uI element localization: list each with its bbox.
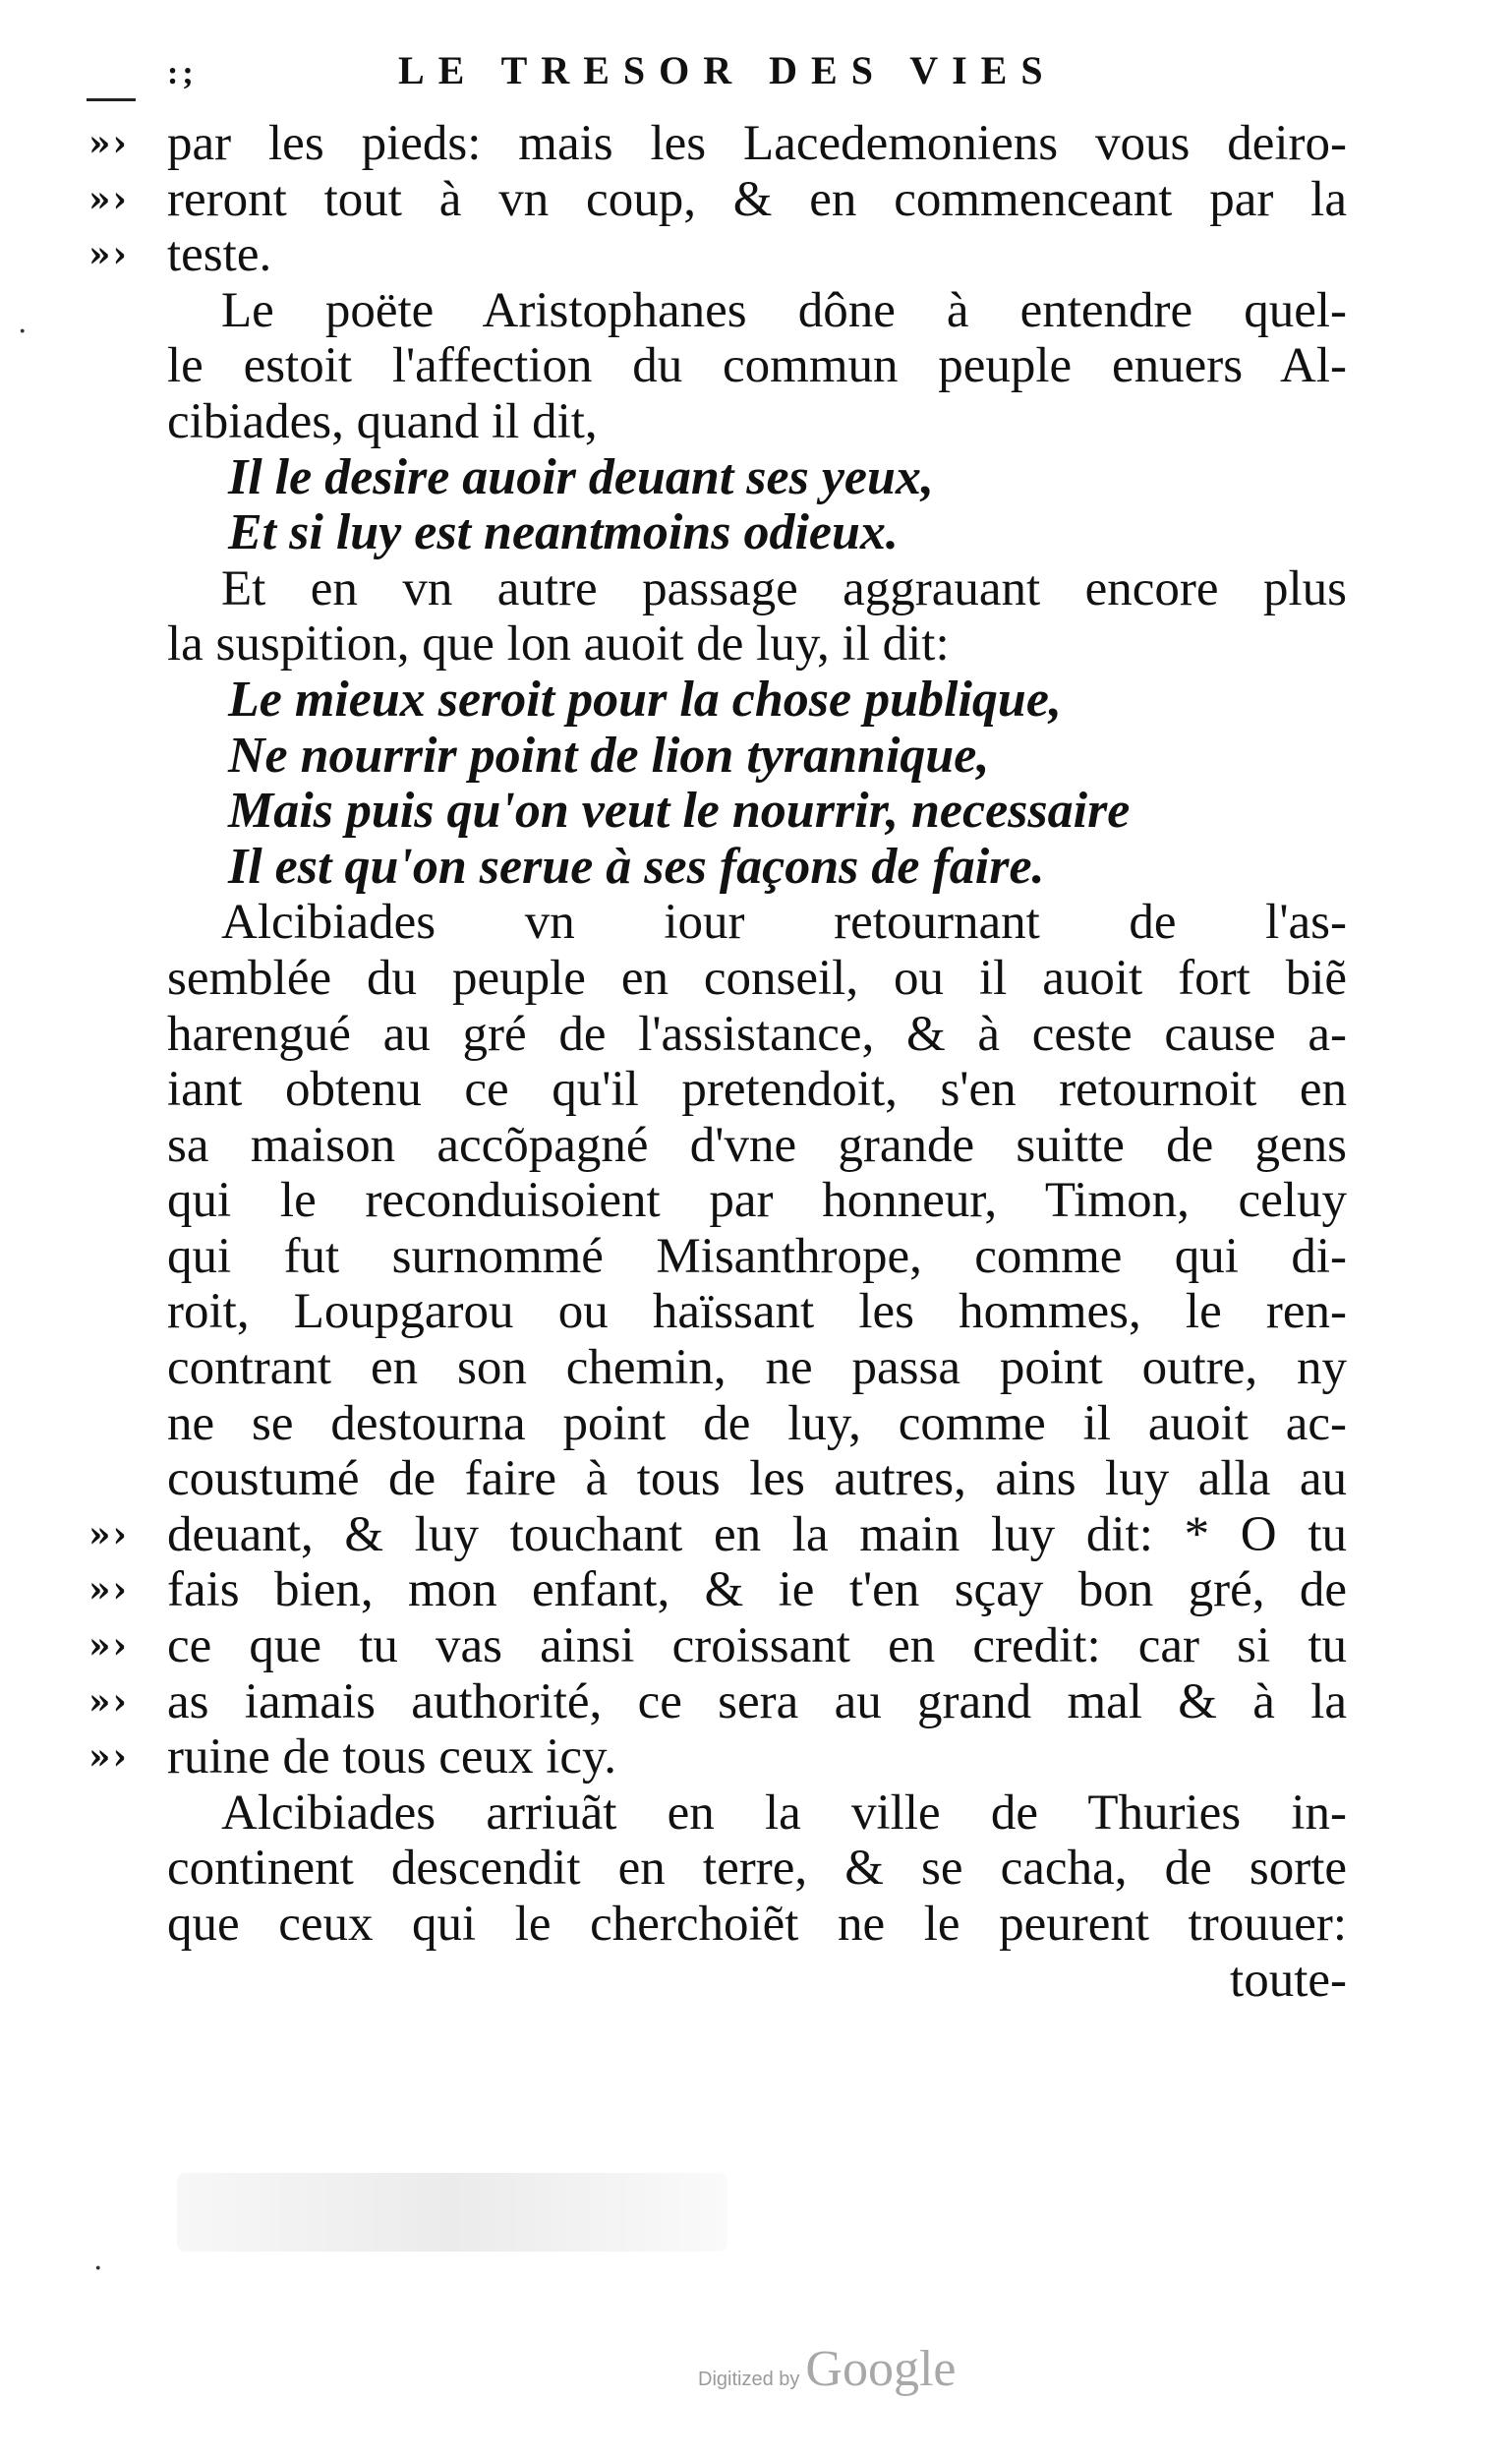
text-line: [167, 505, 1347, 561]
margin-rule-mark: [87, 98, 136, 101]
text-line: [167, 784, 1347, 840]
text-line: [167, 1229, 1347, 1285]
quotation-marginal-mark: »›: [88, 178, 129, 220]
text-line: [88, 1562, 1347, 1618]
text-line-content: qui le reconduisoient par honneur, Timon, celuy: [167, 1173, 1347, 1229]
text-line-content: deuant, & luy touchant en la main luy dit: * O tu: [167, 1506, 1347, 1562]
text-line-content: Et si luy est neantmoins odieux.: [228, 504, 899, 561]
text-line: [167, 1841, 1347, 1897]
text-line-content: Ne nourrir point de lion tyrannique,: [228, 727, 990, 784]
text-line: [167, 450, 1347, 506]
text-line-content: que ceux qui le cherchoiẽt ne le peurent trouuer:: [167, 1897, 1347, 1952]
text-line: [167, 1451, 1347, 1507]
text-line-content: Et en vn autre passage aggrauant encore plus: [221, 560, 1347, 616]
quotation-marginal-mark: »›: [88, 1736, 129, 1779]
text-line-content: le estoit l'affection du commun peuple enuers Al-: [167, 338, 1347, 394]
text-line: [167, 561, 1347, 617]
text-line-content: qui fut surnommé Misanthrope, comme qui di-: [167, 1228, 1347, 1284]
quotation-marginal-mark: »›: [88, 1513, 129, 1555]
text-line: [167, 673, 1347, 729]
quotation-marginal-mark: »›: [88, 1680, 129, 1723]
text-line: [88, 1506, 1347, 1563]
quotation-marginal-mark: »›: [88, 234, 129, 276]
text-line: [167, 1007, 1347, 1063]
quotation-marginal-mark: »›: [88, 1569, 129, 1611]
text-line: [167, 1785, 1347, 1842]
text-line: [88, 227, 1347, 283]
text-line: [88, 116, 1347, 172]
text-line: [167, 1396, 1347, 1452]
text-line: [88, 1673, 1347, 1730]
text-line-content: semblée du peuple en conseil, ou il auoit fort biẽ: [167, 950, 1347, 1006]
text-line-content: Alcibiades arriuãt en la ville de Thuries in-: [221, 1785, 1347, 1841]
text-line-content: la suspition, que lon auoit de luy, il dit:: [167, 616, 950, 673]
text-line-content: Il est qu'on serue à ses façons de faire.: [228, 838, 1045, 895]
text-line-content: ruine de tous ceux icy.: [167, 1729, 616, 1785]
text-line: [167, 951, 1347, 1007]
text-line-content: coustumé de faire à tous les autres, ains luy alla au: [167, 1451, 1347, 1507]
text-line-content: teste.: [167, 227, 272, 283]
text-line-content: contrant en son chemin, ne passa point outre, ny: [167, 1340, 1347, 1396]
text-line-content: Le poëte Aristophanes dône à entendre quel-: [221, 282, 1347, 338]
text-line-content: toute-: [1230, 1952, 1347, 2008]
text-line: [167, 1340, 1347, 1396]
text-line: [167, 840, 1347, 896]
watermark-prefix: Digitized by: [698, 2369, 800, 2390]
text-line-content: roit, Loupgarou ou haïssant les hommes, le ren-: [167, 1284, 1347, 1340]
text-line-content: par les pieds: mais les Lacedemoniens vous deiro-: [167, 116, 1347, 171]
page-shadow-smudge: [177, 2173, 727, 2252]
google-logo: Google: [805, 2341, 957, 2397]
text-line-content: continent descendit en terre, & se cacha, de sorte: [167, 1841, 1347, 1897]
text-line-content: sa maison accõpagné d'vne grande suitte de gens: [167, 1117, 1347, 1173]
text-line: [167, 895, 1347, 951]
text-line-content: Alcibiades vn iour retournant de l'as-: [221, 895, 1347, 951]
text-line-content: cibiades, quand il dit,: [167, 393, 598, 449]
text-line: [167, 1953, 1347, 2009]
text-line: [167, 729, 1347, 785]
text-line-content: fais bien, mon enfant, & ie t'en sçay bon gré, de: [167, 1562, 1347, 1618]
text-line: [167, 338, 1347, 394]
text-line-content: as iamais authorité, ce sera au grand mal & à la: [167, 1673, 1347, 1729]
quotation-marginal-mark: »›: [88, 123, 129, 164]
text-line: [167, 394, 1347, 450]
text-line: [167, 1173, 1347, 1229]
margin-speck: ·: [18, 315, 28, 349]
text-line: [167, 1118, 1347, 1174]
text-line: [88, 1729, 1347, 1785]
text-line: [167, 1284, 1347, 1340]
text-line: [167, 616, 1347, 673]
page-number: :;: [167, 55, 198, 91]
text-line: [167, 1062, 1347, 1118]
margin-speck: ·: [93, 2252, 103, 2286]
text-line-content: reront tout à vn coup, & en commenceant par la: [167, 171, 1347, 227]
running-head: [167, 47, 1347, 93]
quotation-marginal-mark: »›: [88, 1625, 129, 1668]
digitization-watermark: [698, 2340, 956, 2398]
text-line-content: ne se destourna point de luy, comme il auoit ac-: [167, 1395, 1347, 1451]
text-line: [167, 283, 1347, 339]
text-line: [88, 1618, 1347, 1674]
text-line-content: harengué au gré de l'assistance, & à ceste cause a-: [167, 1006, 1347, 1062]
body-text: [88, 116, 1347, 2008]
text-line-content: Il le desire auoir deuant ses yeux,: [228, 448, 934, 505]
text-line-content: Mais puis qu'on veut le nourrir, necessaire: [228, 783, 1131, 840]
text-line-content: ce que tu vas ainsi croissant en credit: car si tu: [167, 1618, 1347, 1674]
text-line: [88, 171, 1347, 228]
running-head-title: LE TRESOR DES VIES: [398, 48, 1057, 92]
text-line-content: Le mieux seroit pour la chose publique,: [228, 671, 1062, 728]
text-line: [167, 1897, 1347, 1953]
text-line-content: iant obtenu ce qu'il pretendoit, s'en retournoit en: [167, 1062, 1347, 1118]
